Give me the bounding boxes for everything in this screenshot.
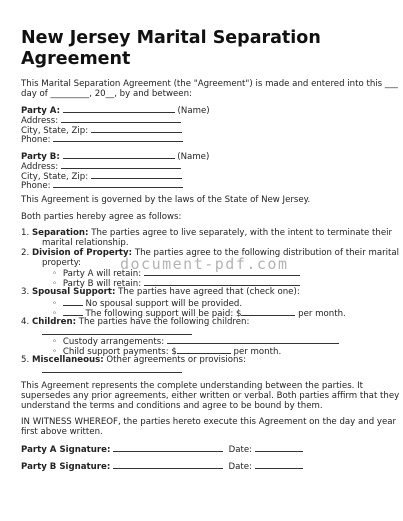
party-a-signature-field[interactable] <box>113 443 223 452</box>
item-3-option-2-check[interactable] <box>63 307 83 316</box>
party-a-address-label: Address: <box>21 116 59 126</box>
party-b-name-field[interactable] <box>63 150 175 159</box>
party-a-date-field[interactable] <box>255 443 303 452</box>
item-4-support-label: Child support payments: $ <box>62 347 177 357</box>
document-title: New Jersey Marital Separation Agreement <box>21 28 321 69</box>
item-2-text: The parties agree to the following distribution of their marital <box>132 248 400 258</box>
witness-line-2: first above written. <box>21 427 103 437</box>
party-b-date-label: Date: <box>228 462 252 472</box>
intro-line-1: This Marital Separation Agreement (the "Agreement") is made and entered into this ___ <box>21 79 398 89</box>
item-1-line-2: marital relationship. <box>42 238 129 248</box>
item-5-text: Other agreements or provisions: <box>103 355 246 365</box>
item-5-provisions-line <box>42 364 182 377</box>
party-a-name-field[interactable] <box>63 104 175 113</box>
party-b-city-label: City, State, Zip: <box>21 172 89 182</box>
party-a-signature-line <box>21 443 303 456</box>
party-b-signature-line <box>21 460 303 473</box>
item-2-line-2: property: <box>42 258 82 268</box>
party-b-phone-line <box>21 179 183 192</box>
party-b-date-field[interactable] <box>255 460 303 469</box>
party-a-address-field[interactable] <box>61 114 181 123</box>
item-2-heading: Division of Property: <box>31 248 133 258</box>
item-2-number: 2. <box>21 248 30 258</box>
item-1-heading: Separation: <box>31 228 89 238</box>
agree-intro-text: Both parties hereby agree as follows: <box>21 212 182 222</box>
item-4-support-suffix: per month. <box>233 347 282 357</box>
intro-line-2: day of _________, 20__, by and between: <box>21 89 192 99</box>
item-3-text: The parties have agreed that (check one): <box>115 287 300 297</box>
party-b-name-suffix: (Name) <box>177 152 210 162</box>
party-b-signature-field[interactable] <box>113 460 223 469</box>
item-5-heading: Miscellaneous: <box>31 355 104 365</box>
item-3-heading: Spousal Support: <box>31 287 116 297</box>
party-b-signature-label: Party B Signature: <box>21 462 111 472</box>
party-b-phone-label: Phone: <box>21 181 51 191</box>
party-a-name-suffix: (Name) <box>177 106 210 116</box>
item-3-amount-field[interactable] <box>241 307 295 316</box>
item-4-custody-field[interactable] <box>167 335 339 344</box>
party-a-signature-label: Party A Signature: <box>21 445 111 455</box>
party-a-phone-field[interactable] <box>53 133 183 142</box>
item-1-line-1 <box>21 228 392 239</box>
item-3-option-1-label: No spousal support will be provided. <box>85 299 243 309</box>
item-3-option-2-suffix: per month. <box>298 309 346 319</box>
party-a-city-field[interactable] <box>91 124 182 133</box>
watermark: document-pdf.com <box>120 255 289 273</box>
item-4-heading: Children: <box>31 317 77 327</box>
item-3-option-2-label: The following support will be paid: $ <box>85 309 242 319</box>
party-a-phone-line <box>21 133 183 146</box>
item-1-number: 1. <box>21 228 30 238</box>
item-5-number: 5. <box>21 355 30 365</box>
item-3-option-1-check[interactable] <box>63 297 83 306</box>
party-b-city-field[interactable] <box>91 170 182 179</box>
party-b-address-field[interactable] <box>61 160 181 169</box>
item-5-provisions-field[interactable] <box>42 364 182 373</box>
item-3-number: 3. <box>21 287 30 297</box>
party-b-phone-field[interactable] <box>53 179 183 188</box>
item-2-party-b-label: Party B will retain: <box>62 279 142 289</box>
governing-law-text: This Agreement is governed by the laws of the State of New Jersey. <box>21 195 311 205</box>
item-4-custody-label: Custody arrangements: <box>62 337 165 347</box>
item-3-line-1 <box>21 287 300 298</box>
item-1-text: The parties agree to live separately, with the intent to terminate their <box>88 228 393 238</box>
item-4-number: 4. <box>21 317 30 327</box>
item-4-support-field[interactable] <box>177 345 231 354</box>
item-2-party-b-field[interactable] <box>144 277 300 286</box>
party-a-city-label: City, State, Zip: <box>21 126 89 136</box>
item-4-text: The parties have the following children: <box>76 317 250 327</box>
party-a-date-label: Date: <box>228 445 253 455</box>
party-a-phone-label: Phone: <box>21 135 51 145</box>
item-4-children-field[interactable] <box>42 326 192 335</box>
party-b-address-label: Address: <box>21 162 59 172</box>
complete-understanding-line-3: understand the terms and conditions and agree to be bound by them. <box>21 401 323 411</box>
party-a-label: Party A: <box>21 106 61 116</box>
witness-line-1: IN WITNESS WHEREOF, the parties hereto execute this Agreement on the day and year <box>21 417 397 427</box>
complete-understanding-line-2: supersedes any prior agreements, either written or verbal. Both parties affirm that they <box>21 391 400 401</box>
complete-understanding-line-1: This Agreement represents the complete understanding between the parties. It <box>21 381 364 391</box>
item-2-party-a-label: Party A will retain: <box>62 269 142 279</box>
party-b-label: Party B: <box>21 152 60 162</box>
